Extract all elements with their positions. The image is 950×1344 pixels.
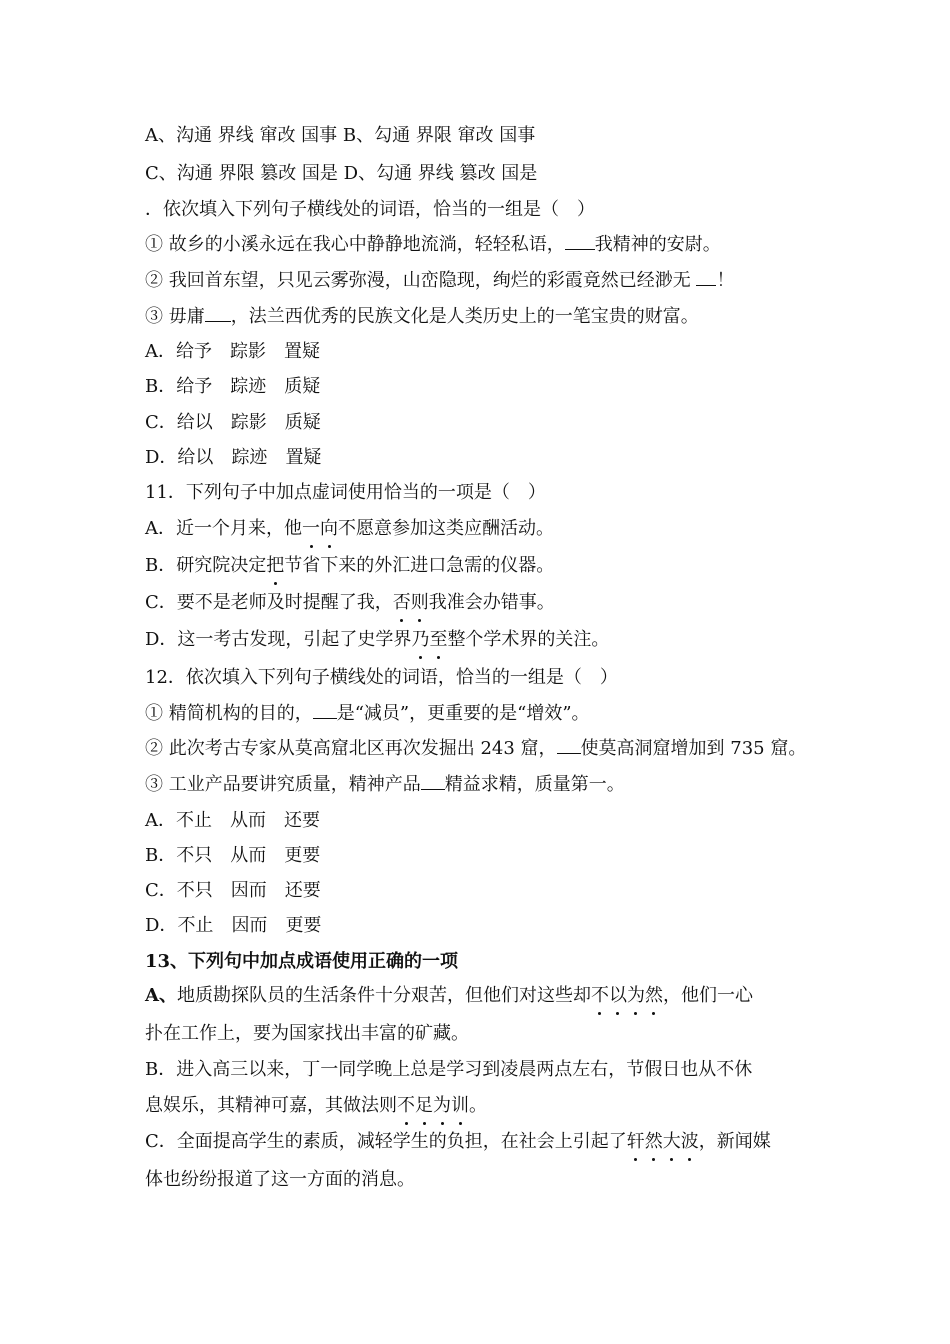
q9-options-cd: C、沟通 界限 篡改 国是 D、勾通 界线 篡改 国是 <box>145 163 538 184</box>
option-label: B．给予 <box>145 376 213 397</box>
word: 还要 <box>284 880 321 901</box>
q13-option-b-line1: B．进入高三以来，丁一同学晚上总是学习到凌晨两点左右，节假日也从不休 <box>145 1059 753 1080</box>
word: 从而 <box>230 810 266 831</box>
option-label: D．给以 <box>145 447 214 468</box>
word: 不止 <box>176 810 212 831</box>
text: 使莫高洞窟增加到 735 窟。 <box>580 738 807 759</box>
dotted-char: 一 <box>302 516 320 542</box>
dotted-char: 则 <box>411 590 429 616</box>
q11-stem: 11．下列句子中加点虚词使用恰当的一项是（ ） <box>145 482 546 503</box>
text: ② 我回首东望，只见云雾弥漫，山峦隐现，绚烂的彩霞竟然已经渺无 <box>145 270 697 291</box>
q13-option-b-line2 <box>145 1093 487 1119</box>
q11-option-c <box>145 590 555 616</box>
blank <box>557 753 581 754</box>
q12-option-b <box>145 843 320 869</box>
q12-option-a <box>145 808 320 834</box>
option-label: C． <box>145 880 177 901</box>
text: 整个学术界的关注。 <box>447 629 610 650</box>
q13-stem: 13、下列句中加点成语使用正确的一项 <box>145 951 459 972</box>
dotted-char: 然 <box>645 983 663 1009</box>
text: 节省下来的外汇进口急需的仪器。 <box>284 555 555 576</box>
word: 不止 <box>177 915 214 936</box>
word: 因而 <box>230 880 267 901</box>
word: 质疑 <box>284 412 321 433</box>
dotted-char: 轩 <box>627 1129 645 1155</box>
blank <box>205 321 231 322</box>
dotted-char: 然 <box>645 1129 663 1155</box>
q9-options-ab: A、沟通 界线 窜改 国事 B、勾通 界限 窜改 国事 <box>145 125 536 146</box>
text: C．要不是老师及时提醒了我， <box>145 592 393 613</box>
text: ② 此次考古专家从莫高窟北区再次发掘出 243 窟， <box>145 738 557 759</box>
q13-option-a-line1 <box>145 983 753 1009</box>
word: 置疑 <box>285 447 322 468</box>
q12-option-d <box>145 913 321 939</box>
word: 置疑 <box>284 341 320 362</box>
word: 更要 <box>284 845 321 866</box>
q10-sentence-1 <box>145 232 721 258</box>
dotted-char: 把 <box>266 553 284 579</box>
option-label: B． <box>145 845 177 866</box>
dotted-char: 训 <box>451 1093 469 1119</box>
blank <box>421 789 445 790</box>
dotted-char: 至 <box>429 627 447 653</box>
text: B．研究院决定 <box>145 555 267 576</box>
word: 踪影 <box>230 341 266 362</box>
q11-option-b <box>145 553 554 579</box>
text: 地质勘探队员的生活条件十分艰苦，但他们对这些却 <box>176 985 591 1006</box>
q12-option-c <box>145 878 321 904</box>
word: 踪迹 <box>230 376 267 397</box>
text: C．全面提高学生的素质，减轻学生的负担，在社会上引起了 <box>145 1131 627 1152</box>
q11-option-a <box>145 516 554 542</box>
word: 质疑 <box>284 376 321 397</box>
option-label: D． <box>145 915 178 936</box>
word: 更要 <box>285 915 322 936</box>
text: ！ <box>716 270 735 291</box>
word: 踪影 <box>230 412 267 433</box>
option-label: A．给予 <box>145 341 212 362</box>
text: ，新闻媒 <box>698 1131 771 1152</box>
dotted-char: 乃 <box>411 627 429 653</box>
option-label: C．给以 <box>145 412 213 433</box>
dotted-char: 足 <box>415 1093 433 1119</box>
text: 是“减员”，更重要的是“增效”。 <box>336 703 590 724</box>
q13-option-a-line2: 扑在工作上，要为国家找出丰富的矿藏。 <box>145 1023 469 1044</box>
q12-sentence-2 <box>145 736 806 762</box>
dotted-char: 不 <box>591 983 609 1009</box>
word: 踪迹 <box>231 447 268 468</box>
text: A．近一个月来，他 <box>145 518 302 539</box>
text: ① 故乡的小溪永远在我心中静静地流淌，轻轻私语， <box>145 234 565 255</box>
text: 息娱乐，其精神可嘉，其做法则 <box>145 1095 397 1116</box>
dotted-char: 否 <box>393 590 411 616</box>
q10-sentence-2 <box>145 268 734 294</box>
text: ③ 工业产品要讲究质量，精神产品 <box>145 774 421 795</box>
text: 。 <box>469 1095 487 1116</box>
q10-option-c <box>145 410 321 436</box>
word: 不只 <box>176 845 213 866</box>
dotted-char: 向 <box>320 516 338 542</box>
q13-option-c-line2: 体也纷纷报道了这一方面的消息。 <box>145 1169 415 1190</box>
option-label: A． <box>145 810 176 831</box>
text: ，法兰西优秀的民族文化是人类历史上的一笔宝贵的财富。 <box>230 306 699 327</box>
word: 因而 <box>231 915 268 936</box>
text: 精益求精，质量第一。 <box>444 774 625 795</box>
q10-option-d <box>145 445 321 471</box>
text: 我准会办错事。 <box>428 592 555 613</box>
dotted-char: 大 <box>663 1129 681 1155</box>
q10-option-a <box>145 339 320 365</box>
text: ① 精简机构的目的， <box>145 703 313 724</box>
dotted-char: 波 <box>681 1129 699 1155</box>
q12-sentence-1 <box>145 701 590 727</box>
option-label: A、 <box>145 985 177 1006</box>
text: ③ 毋庸 <box>145 306 205 327</box>
text: 不愿意参加这类应酬活动。 <box>338 518 554 539</box>
word: 从而 <box>230 845 267 866</box>
blank <box>565 249 595 250</box>
q13-option-c-line1 <box>145 1129 771 1155</box>
q12-sentence-3 <box>145 772 625 798</box>
q11-option-d <box>145 627 609 653</box>
q12-stem: 12．依次填入下列句子横线处的词语，恰当的一组是（ ） <box>145 667 618 688</box>
dotted-char: 为 <box>627 983 645 1009</box>
text: ，他们一心 <box>662 985 753 1006</box>
q10-sentence-3 <box>145 304 699 330</box>
q10-option-b <box>145 374 320 400</box>
word: 不只 <box>176 880 213 901</box>
dotted-char: 不 <box>397 1093 415 1119</box>
blank <box>313 718 337 719</box>
blank <box>696 285 716 286</box>
q10-stem: ．依次填入下列句子横线处的词语，恰当的一组是（ ） <box>145 199 595 220</box>
word: 还要 <box>284 810 320 831</box>
dotted-char: 为 <box>433 1093 451 1119</box>
text: D．这一考古发现，引起了史学界 <box>145 629 412 650</box>
text: 我精神的安尉。 <box>594 234 721 255</box>
dotted-char: 以 <box>609 983 627 1009</box>
